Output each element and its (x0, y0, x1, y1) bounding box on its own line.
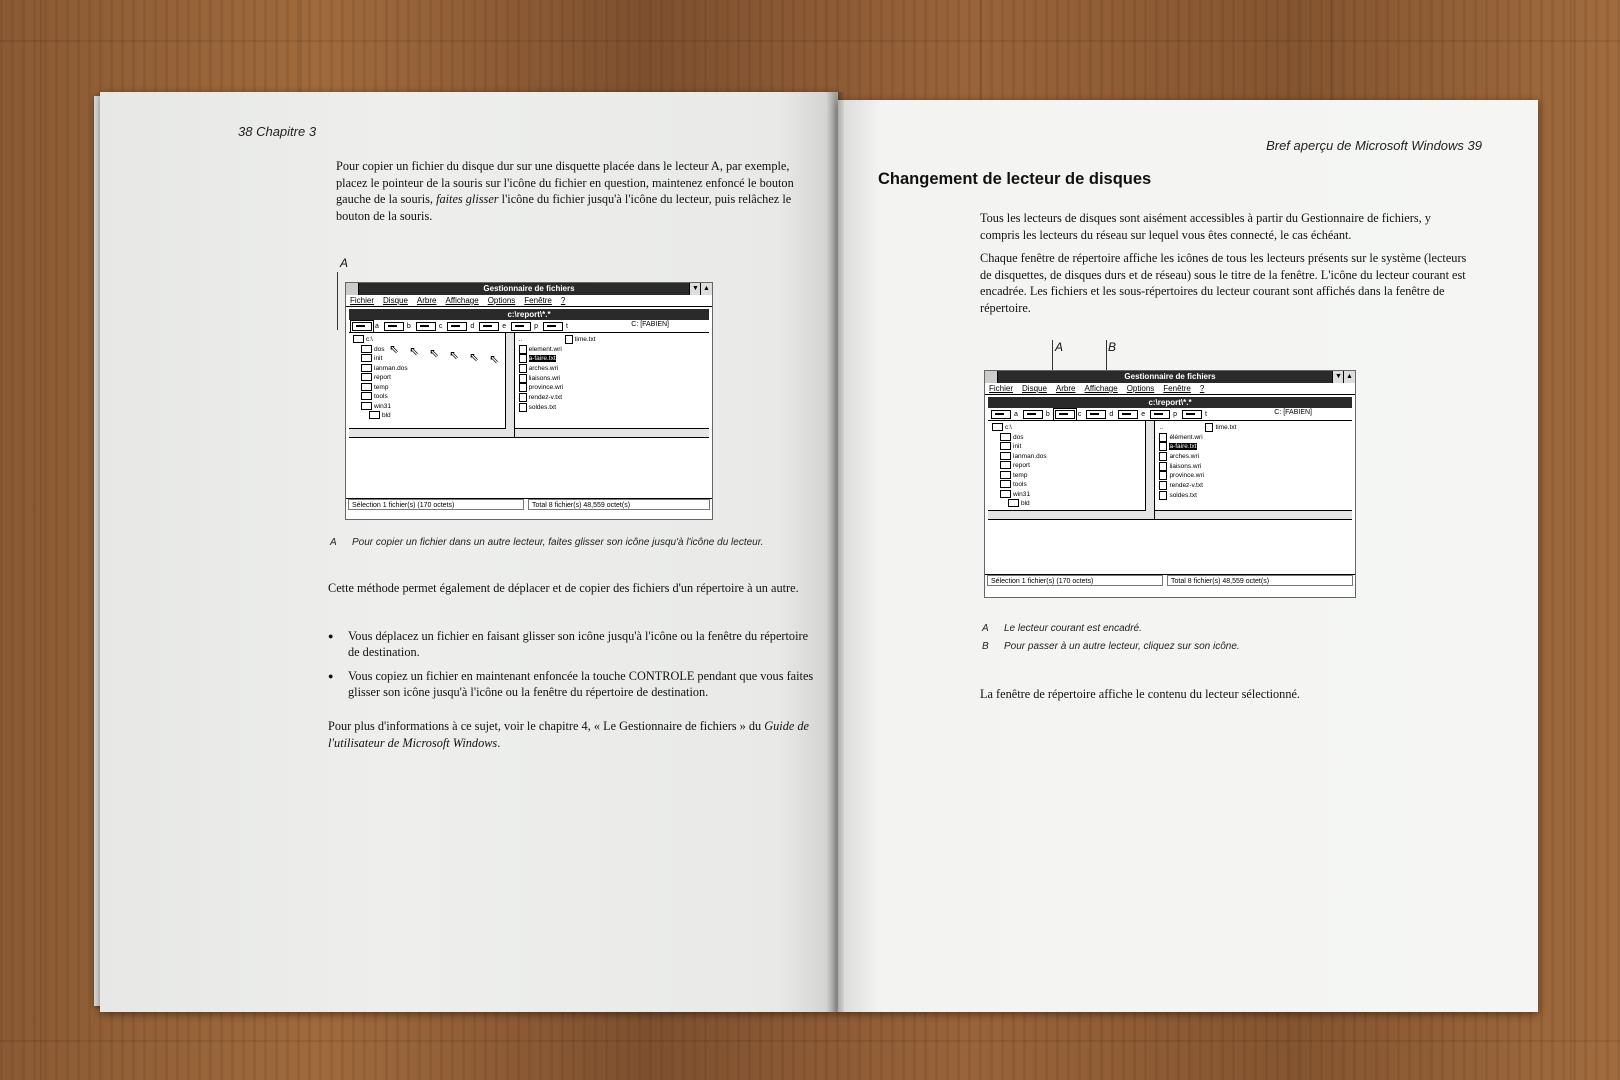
window-title: Gestionnaire de fichiers (483, 284, 575, 293)
parquet-seam (40, 0, 42, 1080)
menu-item: Affichage (1084, 384, 1118, 393)
horizontal-scrollbar (349, 428, 506, 437)
minimize-icon: ▼ (689, 283, 701, 295)
file-icon (1159, 471, 1167, 480)
volume-label: C: [FABIEN] (631, 321, 669, 328)
section-title: Changement de lecteur de disques (878, 170, 1152, 188)
bullet-item: ● Vous déplacez un fichier en faisant glisser son icône jusqu'à l'icône ou la fenêtre du répertoire de destination. (328, 628, 818, 660)
drive-icon (1023, 410, 1043, 419)
left-page-header: 38 Chapitre 3 (238, 124, 317, 139)
folder-icon (1000, 471, 1011, 479)
open-folder-icon (361, 373, 372, 381)
file-icon (519, 383, 527, 392)
bullet-list (328, 628, 818, 708)
file-item: liaisons.wri (519, 374, 709, 384)
menu-item: Fichier (350, 296, 375, 305)
menu-item: ? (1199, 384, 1205, 393)
menu-item: Disque (383, 296, 408, 305)
file-item: province.wri (519, 383, 709, 393)
file-icon (519, 393, 527, 402)
tree-item: win31 (353, 402, 514, 412)
file-icon (1159, 462, 1167, 471)
intro-paragraph (336, 158, 818, 224)
file-icon (1159, 452, 1167, 461)
file-manager-screenshot (984, 370, 1356, 598)
current-drive-icon (1055, 410, 1075, 419)
file-item-selected: a-faire.txt (1159, 442, 1352, 452)
right-page-header: Bref aperçu de Microsoft Windows 39 (1266, 138, 1482, 153)
folder-icon (361, 402, 372, 410)
drag-cursor-icon: ⇖ (429, 346, 440, 360)
menu-bar (985, 383, 1355, 395)
right-figure-captions (982, 620, 1462, 656)
file-icon (1159, 491, 1167, 500)
folder-icon (992, 423, 1003, 431)
directory-tree (988, 421, 1155, 519)
menu-item: Options (487, 296, 516, 305)
drive-label: t (566, 322, 568, 330)
drive-icon (991, 410, 1011, 419)
file-icon (519, 403, 527, 412)
window-workspace (985, 520, 1355, 575)
drive-label: p (534, 322, 539, 330)
more-info-paragraph: Pour plus d'informations à ce sujet, voir le chapitre 4, « Le Gestionnaire de fichiers » du Guide de l'utilisateur de Microsoft Windows. (328, 719, 809, 750)
status-selection: Sélection 1 fichier(s) (170 octets) (348, 499, 524, 510)
window-workspace (346, 438, 712, 499)
tree-item: tools (992, 480, 1154, 490)
figure-label-a: A (340, 256, 349, 270)
menu-item: ? (560, 296, 566, 305)
directory-window-title: c:\report\*.* (988, 397, 1352, 408)
left-figure-caption: A Pour copier un fichier dans un autre lecteur, faites glisser son icône jusqu'à l'icône du lecteur. (330, 537, 764, 548)
tree-item: dos (353, 345, 514, 355)
tree-item: dos (992, 433, 1154, 443)
drive-icon (479, 322, 499, 331)
menu-item: Affichage (445, 296, 479, 305)
drive-icon (416, 322, 436, 331)
tree-item: report (992, 461, 1154, 471)
horizontal-scrollbar (1155, 510, 1352, 519)
parquet-seam (0, 1040, 1620, 1042)
file-icon (519, 364, 527, 373)
folder-icon (1000, 433, 1011, 441)
folder-icon (361, 364, 372, 372)
tree-item: temp (353, 383, 514, 393)
vertical-scrollbar (505, 333, 514, 437)
drag-cursor-icon: ⇖ (449, 348, 460, 362)
menu-item: Disque (1022, 384, 1047, 393)
file-item: arches.wri (519, 364, 709, 374)
drive-icon (352, 322, 372, 331)
status-bar (985, 575, 1355, 586)
intro-text-end: l'icône du fichier jusqu'à l'icône du lecteur, puis relâchez le bouton de la souris. (336, 192, 792, 223)
caption-a: A Le lecteur courant est encadré. (982, 623, 1142, 634)
drive-label: c (438, 322, 443, 330)
file-item: soldes.txt (519, 403, 709, 413)
maximize-icon: ▲ (700, 283, 712, 295)
directory-panes (988, 421, 1352, 520)
menu-item: Arbre (416, 296, 437, 305)
drag-cursor-icon: ⇖ (489, 352, 500, 366)
drive-label: b (406, 322, 411, 330)
file-item: .. time.txt (1159, 424, 1237, 432)
file-icon (1159, 433, 1167, 442)
folder-icon (1000, 452, 1011, 460)
drive-label: d (470, 322, 475, 330)
left-page (100, 92, 838, 1012)
drive-icon (447, 322, 467, 331)
tree-item: bld (353, 411, 514, 421)
folder-icon (361, 392, 372, 400)
tree-item: lanman.dos (992, 452, 1154, 462)
file-icon (519, 345, 527, 354)
parquet-seam (1330, 0, 1332, 100)
menu-item: Fenêtre (1163, 384, 1191, 393)
folder-icon (1000, 490, 1011, 498)
open-folder-icon (1000, 461, 1011, 469)
maximize-icon: ▲ (1343, 371, 1355, 383)
file-item: rendez-v.txt (1159, 481, 1352, 491)
folder-icon (361, 383, 372, 391)
folder-icon (369, 411, 380, 419)
drag-cursor-icon: ⇖ (469, 350, 480, 364)
directory-window-title: c:\report\*.* (349, 309, 709, 320)
tree-item: temp (992, 471, 1154, 481)
menu-bar (346, 295, 712, 307)
vertical-scrollbar (1145, 421, 1154, 519)
system-menu-icon (346, 283, 359, 295)
tree-item: bld (992, 499, 1154, 509)
tree-item: init (353, 354, 514, 364)
file-list (1155, 421, 1352, 519)
window-titlebar (346, 283, 712, 295)
window-titlebar (985, 371, 1355, 383)
drive-label: p (1173, 410, 1178, 418)
caption-b: B Pour passer à un autre lecteur, cliquez sur son icône. (982, 641, 1240, 652)
parquet-seam (300, 0, 302, 92)
file-item: élément.wri (1159, 433, 1352, 443)
closing-paragraph: La fenêtre de répertoire affiche le contenu du lecteur sélectionné. (980, 687, 1301, 701)
drive-icon (1150, 410, 1170, 419)
file-item: element.wri (519, 345, 709, 355)
bullet-item: ● Vous copiez un fichier en maintenant enfoncée la touche CONTROLE pendant que vous faites glisser son icône jusqu'à l'icône ou la fenêtre du répertoire de destination. (328, 668, 818, 700)
file-item: province.wri (1159, 471, 1352, 481)
status-total: Total 8 fichier(s) 48,559 octet(s) (528, 499, 710, 510)
drive-label: b (1045, 410, 1050, 418)
volume-label: C: [FABIEN] (1274, 409, 1312, 416)
drive-label: a (1014, 410, 1018, 418)
figure-label-a: A (1055, 340, 1064, 354)
drag-cursor-icon: ⇖ (389, 342, 400, 356)
drive-label: c (1077, 410, 1082, 418)
drive-icon (543, 322, 563, 331)
file-item-selected: a-faire.txt (519, 354, 709, 364)
intro-text: Pour copier un fichier du disque dur sur une disquette placée dans le lecteur A, par exemple, placez le pointeur de la souris sur l'icône du fichier en question, maintenez enfoncé le bouton gauche de la souris, (336, 159, 794, 207)
drive-label: e (502, 322, 507, 330)
parquet-seam (1570, 0, 1572, 1080)
drives-paragraph-1: Tous les lecteurs de disques sont aisément accessibles à partir du Gestionnaire de fichiers, y compris les lecteurs du réseau sur lequel vous êtes connecté, le cas échéant. (980, 211, 1431, 242)
minimize-icon: ▼ (1332, 371, 1344, 383)
file-list (515, 333, 709, 437)
menu-item: Arbre (1055, 384, 1076, 393)
directory-panes (349, 333, 709, 438)
file-icon (1159, 442, 1167, 451)
folder-icon (361, 345, 372, 353)
intro-italic: faites glisser (436, 192, 499, 207)
folder-icon (1000, 442, 1011, 450)
tree-item: lanman.dos (353, 364, 514, 374)
drive-bar (988, 408, 1352, 421)
tree-item: win31 (992, 490, 1154, 500)
file-item: soldes.txt (1159, 491, 1352, 501)
callout-line (337, 272, 338, 330)
file-item: .. time.txt (518, 336, 596, 344)
tree-item: report (353, 373, 514, 383)
file-item: rendez-v.txt (519, 393, 709, 403)
figure-label-b: B (1108, 340, 1117, 354)
tree-item: c:\ (992, 423, 1154, 433)
book-gutter (826, 92, 844, 1012)
menu-item: Fenêtre (524, 296, 552, 305)
window-title: Gestionnaire de fichiers (1124, 372, 1216, 381)
system-menu-icon (985, 371, 998, 383)
file-manager-screenshot (345, 282, 713, 520)
drive-bar (349, 320, 709, 333)
drive-icon (1086, 410, 1106, 419)
folder-icon (361, 354, 372, 362)
folder-icon (1008, 499, 1019, 507)
drive-label: t (1205, 410, 1207, 418)
drive-icon (384, 322, 404, 331)
drive-icon (1182, 410, 1202, 419)
file-icon (1159, 481, 1167, 490)
drive-label: a (375, 322, 379, 330)
horizontal-scrollbar (988, 510, 1146, 519)
tree-item: init (992, 442, 1154, 452)
drive-icon (1118, 410, 1138, 419)
drives-paragraph-2: Chaque fenêtre de répertoire affiche les icônes de tous les lecteurs présents sur le système (lecteurs de disquettes, de disques durs et de réseau) sous le titre de la fenêtre. L'icône du lecteur courant est encadrée. Les fichiers et les sous-répertoires du lecteur courant sont affichés dans la fenêtre de répertoire. (980, 251, 1467, 315)
file-icon (519, 354, 527, 363)
file-icon (519, 374, 527, 383)
file-icon (1205, 423, 1213, 432)
file-item: arches.wri (1159, 452, 1352, 462)
parquet-seam (980, 0, 982, 100)
status-bar (346, 499, 712, 510)
menu-item: Fichier (989, 384, 1014, 393)
tree-item: tools (353, 392, 514, 402)
tree-item: c:\ (353, 335, 514, 345)
status-total: Total 8 fichier(s) 48,559 octet(s) (1167, 575, 1353, 586)
file-icon (565, 335, 573, 344)
status-selection: Sélection 1 fichier(s) (170 octets) (987, 575, 1163, 586)
folder-icon (353, 335, 364, 343)
drive-label: d (1109, 410, 1114, 418)
directory-tree (349, 333, 515, 437)
file-item: liaisons.wri (1159, 462, 1352, 472)
menu-item: Options (1126, 384, 1155, 393)
drive-icon (511, 322, 531, 331)
parquet-seam (0, 40, 1620, 42)
horizontal-scrollbar (515, 428, 709, 437)
folder-icon (1000, 480, 1011, 488)
drag-cursor-icon: ⇖ (409, 344, 420, 358)
method-paragraph: Cette méthode permet également de déplacer et de copier des fichiers d'un répertoire à un autre. (328, 581, 799, 595)
drive-label: e (1141, 410, 1146, 418)
